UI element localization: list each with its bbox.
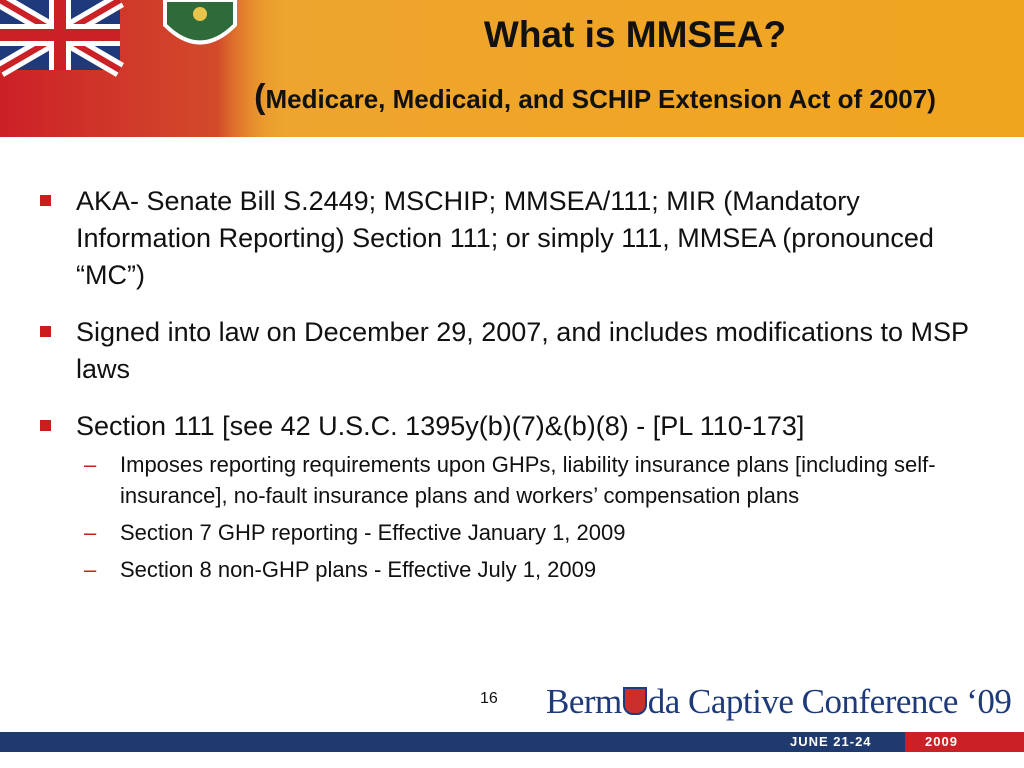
square-bullet-icon	[40, 326, 51, 337]
slide-body	[38, 183, 988, 605]
logo-prefix: Berm	[546, 682, 622, 721]
conference-year: 2009	[925, 734, 958, 749]
dash-bullet-icon: –	[84, 452, 97, 477]
sub-bullet-text: Section 8 non-GHP plans - Effective July 1, 2009	[120, 557, 597, 582]
slide-header	[0, 0, 1024, 137]
conference-dates: JUNE 21-24	[790, 734, 872, 749]
slide-subtitle	[170, 78, 1020, 117]
bullet-text: Signed into law on December 29, 2007, and includes modifications to MSP laws	[76, 317, 969, 384]
sub-bullet-text: Section 7 GHP reporting - Effective January 1, 2009	[120, 520, 626, 545]
subtitle-paren: (	[254, 78, 266, 116]
union-jack-icon	[0, 0, 120, 70]
subtitle-text: Medicare, Medicaid, and SCHIP Extension Act of 2007)	[265, 84, 936, 114]
square-bullet-icon	[40, 420, 51, 431]
bullet-text: AKA- Senate Bill S.2449; MSCHIP; MMSEA/111; MIR (Mandatory Information Reporting) Section 111; or simply 111, MMSEA (pronounced “MC”)	[76, 186, 934, 290]
sub-bullet-list	[76, 449, 988, 585]
square-bullet-icon	[40, 195, 51, 206]
sub-bullet-text: Imposes reporting requirements upon GHPs, liability insurance plans [including self-insurance], no-fault insurance plans and workers’ compensation plans	[120, 452, 936, 508]
dash-bullet-icon: –	[84, 557, 97, 582]
bullet-item	[38, 408, 988, 585]
sub-bullet-item	[76, 554, 988, 585]
dash-bullet-icon: –	[84, 520, 97, 545]
bullet-item	[38, 183, 988, 294]
footer-accent	[905, 732, 1024, 752]
page-number: 16	[480, 690, 498, 707]
logo-suffix: da Captive Conference ‘09	[647, 682, 1012, 721]
conference-logo	[546, 682, 1011, 722]
coat-of-arms-icon	[165, 0, 235, 43]
sub-bullet-item	[76, 517, 988, 548]
bullet-item	[38, 314, 988, 388]
bullet-text: Section 111 [see 42 U.S.C. 1395y(b)(7)&(b)(8) - [PL 110-173]	[76, 411, 805, 441]
sub-bullet-item	[76, 449, 988, 511]
crest-icon	[623, 687, 647, 715]
slide-title: What is MMSEA?	[483, 14, 787, 55]
